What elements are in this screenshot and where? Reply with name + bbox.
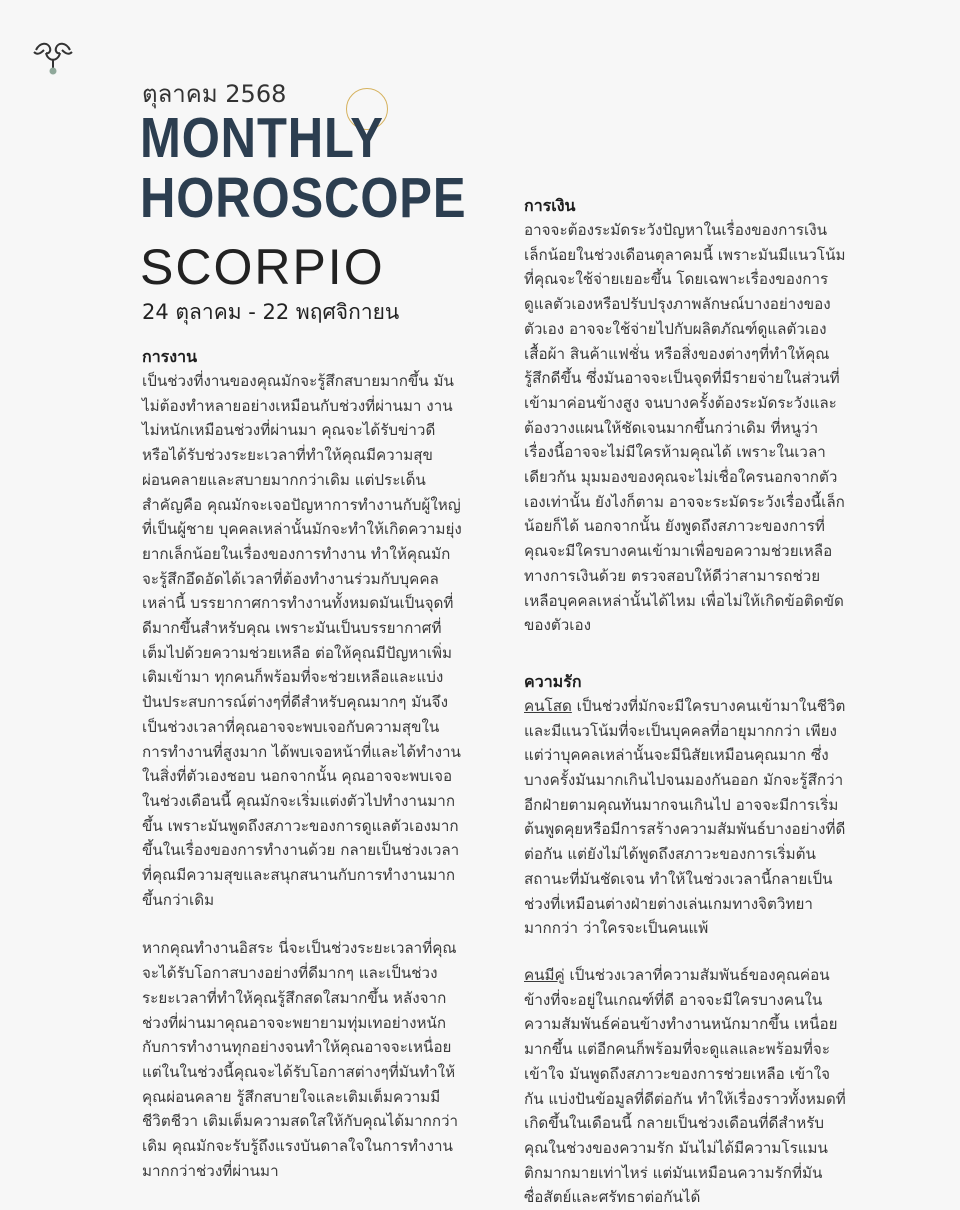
date-range: 24 ตุลาคม - 22 พฤศจิกายน bbox=[142, 300, 400, 324]
money-love-column bbox=[524, 194, 846, 1210]
work-section bbox=[142, 345, 462, 1184]
money-paragraph: อาจจะต้องระมัดระวังปัญหาในเรื่องของการเงินเล็กน้อยในช่วงเดือนตุลาคมนี้ เพราะมันมีแนวโน้มที่คุณจะใช้จ่ายเยอะขึ้น โดยเฉพาะเรื่องของการดูแลตัวเองหรือปรับปรุงภาพลักษณ์บางอย่างของตัวเอง อาจจะใช้จ่ายไปกับผลิตภัณฑ์ดูแลตัวเอง เสื้อผ้า สินค้าแฟชั่น หรือสิ่งของต่างๆที่ทำให้คุณรู้สึกดีขึ้น ซึ่งมันอาจจะเป็นจุดที่มีรายจ่ายในส่วนที่เข้ามาค่อนข้างสูง จนบางครั้งต้องระมัดระวังและต้องวางแผนให้ชัดเจนมากขึ้นกว่าเดิม ที่หนูว่าเรื่องนี้อาจจะไม่มีใครห้ามคุณได้ เพราะในเวลาเดียวกัน มุมมองของคุณจะไม่เชื่อใครนอกจากตัวเองเท่านั้น ยังไงก็ตาม อาจจะระมัดระวังเรื่องนี้เล็กน้อยก็ได้ นอกจากนั้น ยังพูดถึงสภาวะของการที่คุณจะมีใครบางคนเข้ามาเพื่อขอความช่วยเหลือทางการเงินด้วย ตรวจสอบให้ดีว่าสามารถช่วยเหลือบุคคลเหล่านั้นได้ไหม เพื่อไม่ให้เกิดข้อติดขัดของตัวเอง bbox=[524, 221, 846, 635]
work-paragraph-1: เป็นช่วงที่งานของคุณมักจะรู้สึกสบายมากขึ้น มันไม่ต้องทำหลายอย่างเหมือนกับช่วงที่ผ่านมา งานไม่หนักเหมือนช่วงที่ผ่านมา คุณจะได้รับข่าวดีหรือได้รับช่วงระยะเวลาที่ทำให้คุณมีความสุข ผ่อนคลายและสบายมากกว่าเดิม แต่ประเด็นสำคัญคือ คุณมักจะเจอปัญหาการทำงานกับผู้ใหญ่ที่เป็นผู้ชาย บุคคลเหล่านั้นมักจะทำให้เกิดความยุ่งยากเล็กน้อยในเรื่องของการทำงาน ทำให้คุณมักจะรู้สึกอึดอัดได้เวลาที่ต้องทำงานร่วมกับบุคคลเหล่านี้ บรรยากาศการทำงานทั้งหมดมันเป็นจุดที่ดีมากขึ้นสำหรับคุณ เพราะมันเป็นบรรยากาศที่เต็มไปด้วยความช่วยเหลือ ต่อให้คุณมีปัญหาเพิ่มเติมเข้ามา ทุกคนก็พร้อมที่จะช่วยเหลือและแบ่งปันประสบการณ์ต่างๆที่ดีสำหรับคุณมากๆ มันจึงเป็นช่วงเวลาที่คุณอาจจะพบเจอกับความสุขในการทำงานที่สูงมาก ได้พบเจอหน้าที่และได้ทำงานในสิ่งที่ตัวเองชอบ นอกจากนั้น คุณอาจจะพบเจอในช่วงเดือนนี้ คุณมักจะเริ่มแต่งตัวไปทำงานมากขึ้น เพราะมันพูดถึงสภาวะของการดูแลตัวเองมากขึ้นในเรื่องของการทำงานด้วย กลายเป็นช่วงเวลาที่คุณมีความสุขและสนุกสนานกับการทำงานมากขึ้นกว่าเดิม bbox=[142, 372, 462, 909]
month-label: ตุลาคม 2568 bbox=[142, 80, 287, 108]
work-paragraph-2: หากคุณทำงานอิสระ นี่จะเป็นช่วงระยะเวลาที่คุณจะได้รับโอกาสบางอย่างที่ดีมากๆ และเป็นช่วงระยะเวลาที่ทำให้คุณรู้สึกสดใสมากขึ้น หลังจากช่วงที่ผ่านมาคุณอาจจะพยายามทุ่มเทอย่างหนักกับการทำงานทุกอย่างจนทำให้คุณอาจจะเหนื่อย แต่ในในช่วงนี้คุณจะได้รับโอกาสต่างๆที่มันทำให้คุณผ่อนคลาย รู้สึกสบายใจและเติมเต็มความมีชีวิตชีวา เติมเต็มความสดใสให้กับคุณได้มากกว่าเดิม คุณมักจะรับรู้ถึงแรงบันดาลใจในการทำงานมากกว่าช่วงที่ผ่านมา bbox=[142, 939, 459, 1180]
money-heading: การเงิน bbox=[524, 196, 576, 215]
brand-logo-icon bbox=[30, 38, 76, 80]
couple-text: เป็นช่วงเวลาที่ความสัมพันธ์ของคุณค่อนข้างที่จะอยู่ในเกณฑ์ที่ดี อาจจะมีใครบางคนในความสัมพันธ์ค่อนข้างทำงานหนักมากขึ้น เหนื่อยมากขึ้น แต่อีกคนก็พร้อมที่จะดูแลและพร้อมที่จะเข้าใจ มันพูดถึงสภาวะของการช่วยเหลือ เข้าใจกัน แบ่งปันข้อมูลที่ดีต่อกัน ทำให้เรื่องราวทั้งหมดที่เกิดขึ้นในเดือนนี้ กลายเป็นช่วงเดือนที่ดีสำหรับคุณในช่วงของความรัก มันไม่ได้มีความโรแมนติกมากมายเท่าไหร่ แต่มันเหมือนความรักที่มันซื่อสัตย์และศรัทธาต่อกันได้ bbox=[524, 965, 846, 1207]
love-couple-paragraph bbox=[524, 963, 846, 1210]
love-heading: ความรัก bbox=[524, 671, 582, 691]
love-single-paragraph bbox=[524, 694, 846, 941]
page-title bbox=[140, 108, 466, 228]
work-heading: การงาน bbox=[142, 347, 197, 366]
title-line-2: HOROSCOPE bbox=[140, 166, 467, 230]
title-line-1: MONTHLY bbox=[140, 106, 384, 170]
single-label: คนโสด bbox=[524, 696, 572, 715]
couple-label: คนมีคู่ bbox=[524, 965, 565, 984]
zodiac-sign: SCORPIO bbox=[140, 239, 385, 295]
single-text: เป็นช่วงที่มักจะมีใครบางคนเข้ามาในชีวิต และมีแนวโน้มที่จะเป็นบุคคลที่อายุมากกว่า เพียงแต่ว่าบุคคลเหล่านั้นจะมีนิสัยเหมือนคุณมาก ซึ่งบางครั้งมันมากเกินไปจนมองกันออก มักจะรู้สึกว่าอีกฝ่ายตามคุณทันมากจนเกินไป อาจจะมีการเริ่มต้นพูดคุยหรือมีการสร้างความสัมพันธ์บางอย่างที่ดีต่อกัน แต่ยังไม่ได้พูดถึงสภาวะของการเริ่มต้นสถานะที่มันชัดเจน ทำให้ในช่วงเวลานี้กลายเป็นช่วงที่เหมือนต่างฝ่ายต่างเล่นเกมทางจิตวิทยามากกว่า ว่าใครจะเป็นคนแพ้ bbox=[524, 696, 846, 938]
